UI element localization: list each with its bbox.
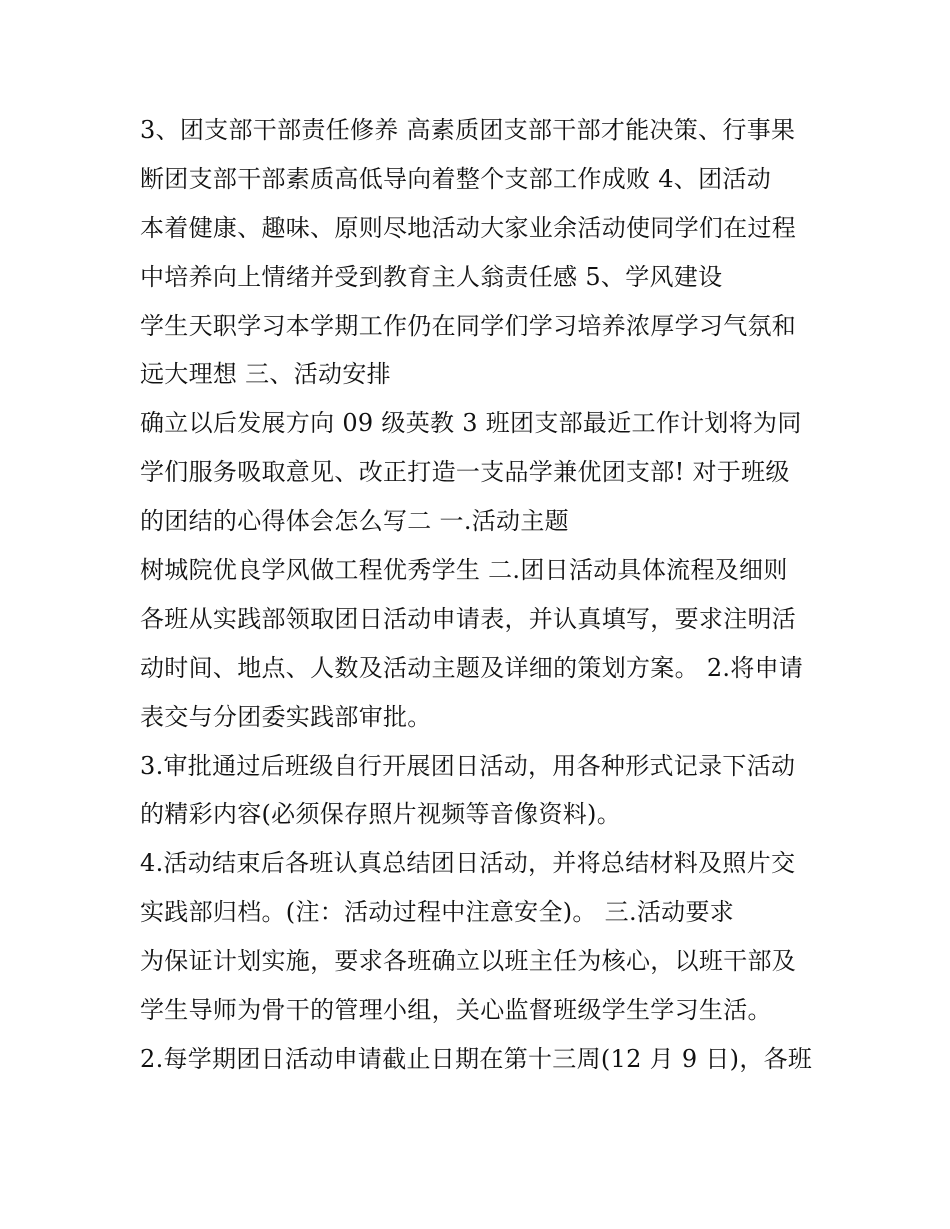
- document-body: [140, 106, 830, 1084]
- text-line: 学们服务吸取意见、改正打造一支品学兼优团支部! 对于班级: [140, 458, 790, 487]
- text-line: 本着健康、趣味、原则尽地活动大家业余活动使同学们在过程: [140, 213, 797, 242]
- text-line: 动时间、地点、人数及活动主题及详细的策划方案。 2.将申请: [140, 653, 804, 682]
- text-line: 实践部归档。(注：活动过程中注意安全)。 三.活动要求: [140, 898, 735, 927]
- text-line: 3、团支部干部责任修养 高素质团支部干部才能决策、行事果: [140, 116, 796, 144]
- text-line: 2.每学期团日活动申请截止日期在第十三周(12 月 9 日)，各班: [140, 1044, 813, 1073]
- text-line: 为保证计划实施，要求各班确立以班主任为核心，以班干部及: [140, 947, 797, 976]
- text-line: 表交与分团委实践部审批。: [140, 702, 432, 731]
- text-line: 树城院优良学风做工程优秀学生 二.团日活动具体流程及细则: [140, 556, 788, 585]
- text-line: 学生导师为骨干的管理小组，关心监督班级学生学习生活。: [140, 996, 772, 1025]
- text-line: 断团支部干部素质高低导向着整个支部工作成败 4、团活动: [140, 164, 771, 193]
- text-line: 确立以后发展方向 09 级英教 3 班团支部最近工作计划将为同: [140, 409, 802, 438]
- text-line: 3.审批通过后班级自行开展团日活动，用各种形式记录下活动: [140, 751, 796, 780]
- text-line: 学生天职学习本学期工作仍在同学们学习培养浓厚学习气氛和: [140, 311, 797, 340]
- text-line: 的团结的心得体会怎么写二 一.活动主题: [140, 507, 569, 536]
- text-line: 的精彩内容(必须保存照片视频等音像资料)。: [140, 800, 622, 829]
- text-line: 中培养向上情绪并受到教育主人翁责任感 5、学风建设: [140, 262, 723, 291]
- text-line: 远大理想 三、活动安排: [140, 360, 391, 389]
- text-line: 各班从实践部领取团日活动申请表，并认真填写，要求注明活: [140, 604, 797, 633]
- text-line: 4.活动结束后各班认真总结团日活动，并将总结材料及照片交: [140, 849, 796, 878]
